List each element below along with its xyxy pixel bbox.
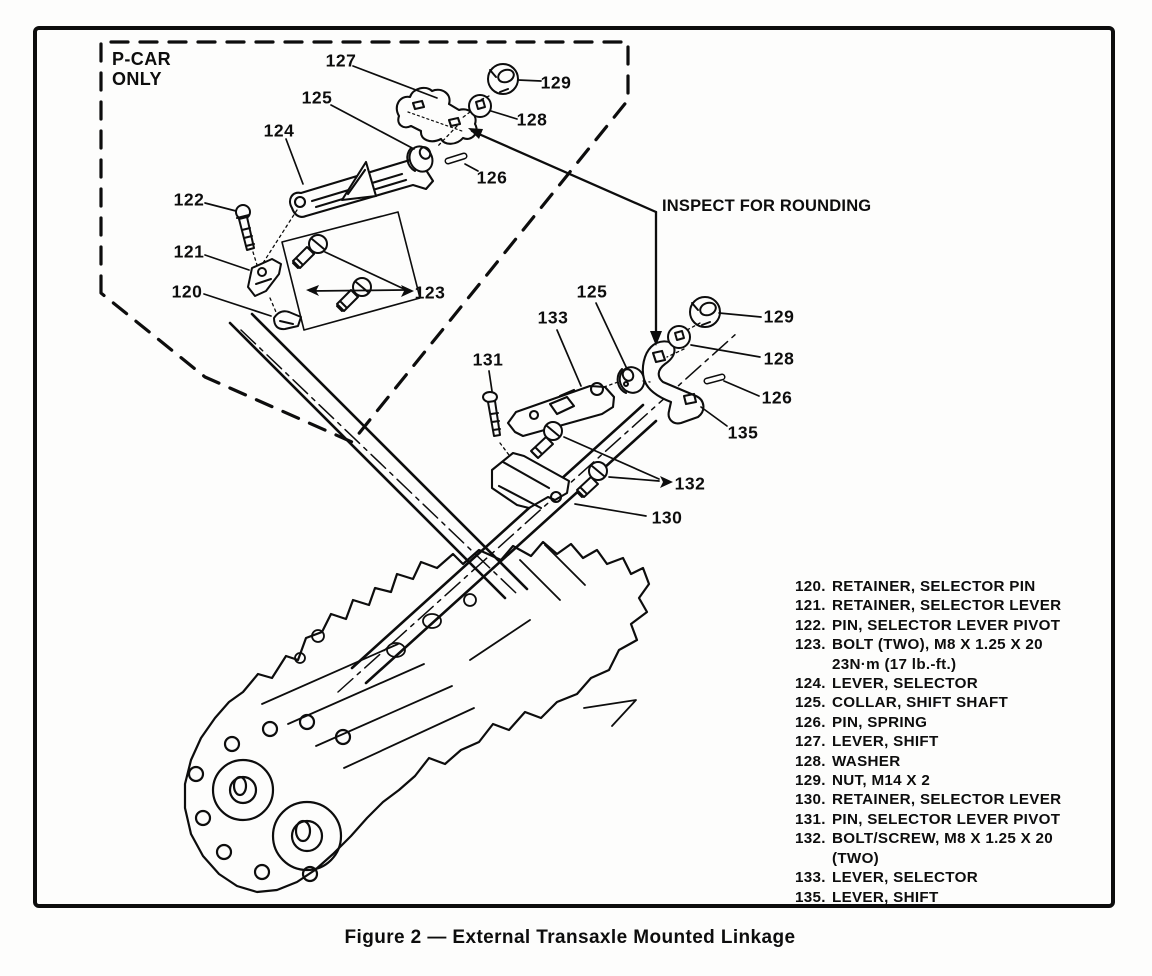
part-129-nut-lower [690,297,720,327]
parts-list-item-continuation [795,655,1061,674]
callout-130: 130 [651,507,683,528]
part-name: COLLAR, SHIFT SHAFT [832,694,1009,712]
callout-135: 135 [727,422,759,443]
pcar-only-line1: P-CAR [112,49,171,69]
part-name: RETAINER, SELECTOR PIN [832,578,1036,595]
selector-plate-upper [282,212,420,330]
callout-129-upper: 129 [540,72,572,93]
part-name: LEVER, SHIFT [832,733,939,751]
callout-121: 121 [173,241,205,262]
leader-arrowheads [306,282,673,488]
part-128-washer-lower [668,326,690,348]
part-number: 129. [795,772,826,790]
part-number: 128. [795,752,826,770]
part-number: 132. [795,830,826,848]
callout-120: 120 [171,281,203,302]
parts-list-item [795,674,1061,693]
parts-list-item [795,577,1061,596]
part-name: RETAINER, SELECTOR LEVER [832,791,1062,809]
part-number: 125. [795,694,826,712]
parts-list-item [795,752,1061,771]
callout-128-upper: 128 [516,109,548,130]
part-131-pivot-pin-lower [483,392,500,436]
parts-list-item [795,732,1061,751]
part-number: 127. [795,733,826,751]
part-128-washer-upper [469,95,491,117]
part-130-retainer-lower [492,453,569,508]
part-name-continuation: 23N·m (17 lb.-ft.) [832,655,957,673]
part-number: 123. [795,636,826,654]
part-name: WASHER [832,752,901,770]
part-name: LEVER, SHIFT [832,888,939,906]
part-number: 130. [795,791,826,809]
callout-123: 123 [414,282,446,303]
inspect-note: INSPECT FOR ROUNDING [662,197,872,215]
part-name: PIN, SELECTOR LEVER PIVOT [832,810,1061,828]
part-name: NUT, M14 X 2 [832,772,931,790]
parts-list-item [795,829,1061,848]
callout-132: 132 [674,473,706,494]
callout-127-upper: 127 [325,50,357,71]
callout-131: 131 [472,349,504,370]
part-name: LEVER, SELECTOR [832,869,978,887]
part-number: 131. [795,810,826,828]
part-122-pivot-pin-upper [236,205,254,250]
callout-128-lower: 128 [763,348,795,369]
parts-list-item [795,616,1061,635]
part-number: 122. [795,616,826,634]
parts-list [795,577,1061,907]
parts-list-item-continuation [795,849,1061,868]
parts-list-item [795,596,1061,615]
transaxle-housing-drawing [185,542,649,892]
part-120-retainer-upper [274,311,301,329]
callout-125-upper: 125 [301,87,333,108]
part-number: 124. [795,675,826,693]
parts-list-item [795,888,1061,907]
callout-126-lower: 126 [761,387,793,408]
figure-caption: Figure 2 — External Transaxle Mounted Linkage [344,927,796,948]
pcar-only-line2: ONLY [112,69,162,89]
callout-129-lower: 129 [763,306,795,327]
part-number: 135. [795,888,826,906]
part-number: 133. [795,869,826,887]
callout-126-upper: 126 [476,167,508,188]
part-126-spring-pin-upper [448,156,464,161]
part-name-continuation: (TWO) [832,849,880,867]
part-number: 120. [795,578,826,595]
part-name: PIN, SELECTOR LEVER PIVOT [832,616,1061,634]
parts-list-item [795,713,1061,732]
callout-122: 122 [173,189,205,210]
part-126-spring-pin-lower [707,377,722,381]
parts-list-item [795,810,1061,829]
part-name: RETAINER, SELECTOR LEVER [832,597,1062,615]
parts-list-item [795,771,1061,790]
callout-125-lower: 125 [576,281,608,302]
part-number: 121. [795,597,826,615]
callout-133: 133 [537,307,569,328]
parts-list-item [795,790,1061,809]
part-129-nut-upper [488,64,518,94]
callout-124: 124 [263,120,295,141]
parts-list-item [795,868,1061,887]
pcar-only-label [112,49,171,89]
parts-list-item [795,635,1061,654]
part-name: BOLT/SCREW, M8 X 1.25 X 20 [832,830,1054,848]
part-number: 126. [795,713,826,731]
parts-list-item [795,693,1061,712]
part-name: PIN, SPRING [832,713,928,731]
part-121-retainer-upper [248,259,281,296]
part-name: LEVER, SELECTOR [832,675,978,693]
part-name: BOLT (TWO), M8 X 1.25 X 20 [832,636,1043,654]
